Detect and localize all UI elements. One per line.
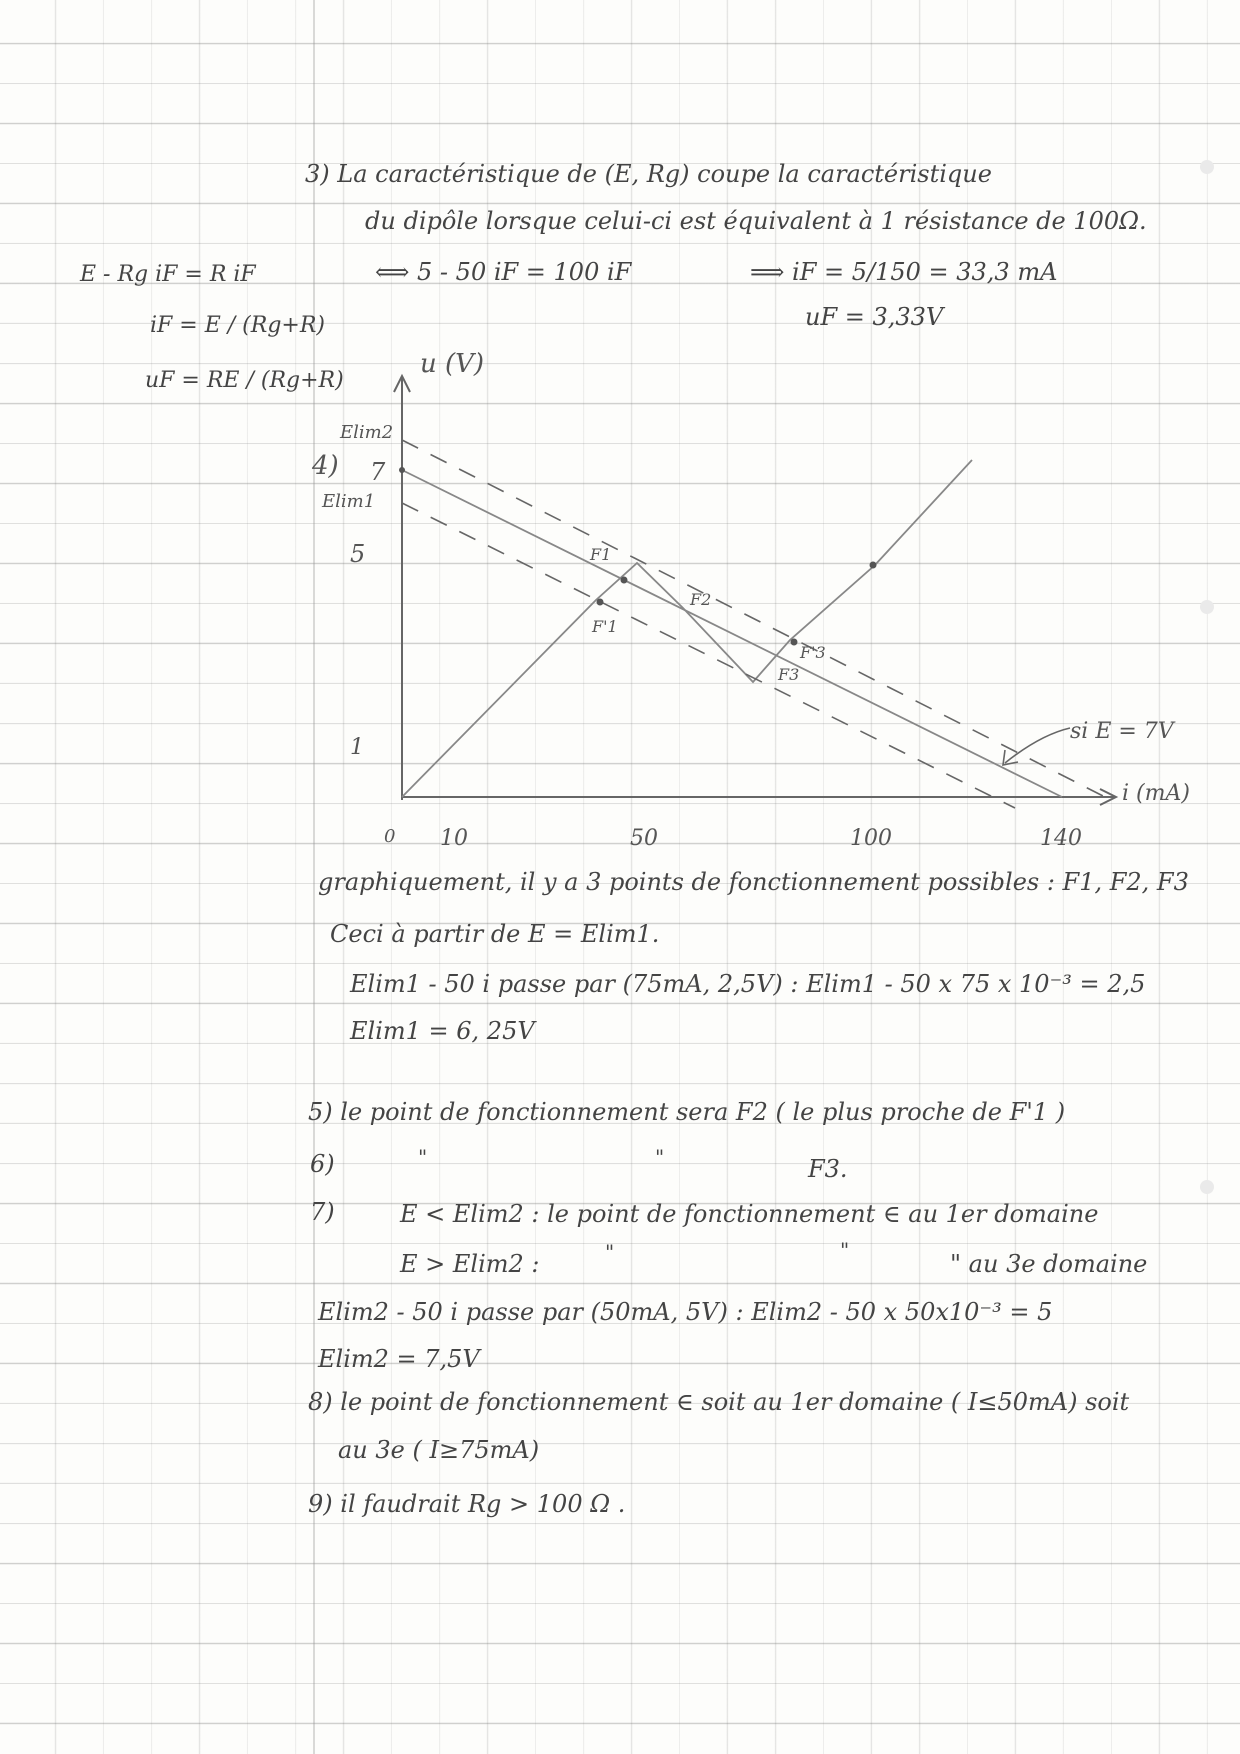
generator-line [402,470,1062,797]
point-f3p-dot [791,639,798,646]
section6-answer: F3. [808,1155,848,1183]
elim1-label: Elim1 [322,491,376,512]
section7-calc: Elim2 - 50 i passe par (50mA, 5V) : Elim2 - 50 x 50x10⁻³ = 5 [318,1298,1053,1326]
y-tick-7: 7 [370,458,386,486]
point-f1p-dot [597,599,604,606]
body-p2: Ceci à partir de E = Elim1. [330,920,660,948]
punch-hole [1200,1180,1214,1194]
ditto-mark: " [605,1240,615,1264]
point-f1-label: F1 [590,545,612,564]
point-f1-dot [621,577,628,584]
x-axis-label: i (mA) [1122,781,1190,806]
margin-note-2: iF = E / (Rg+R) [150,313,325,338]
elim2-label: Elim2 [340,422,394,443]
point-f3p-label: F'3 [800,643,826,662]
section3-line1: 3) La caractéristique de (E, Rg) coupe la caractéristique [305,160,992,188]
margin-note-3: uF = RE / (Rg+R) [145,368,344,393]
point-f2-label: F2 [690,590,712,609]
section3-if-result: ⟹ iF = 5/150 = 33,3 mA [750,258,1058,286]
section5: 5) le point de fonctionnement sera F2 ( le plus proche de F'1 ) [308,1098,1066,1126]
elim1-line [402,503,1015,808]
body-p4: Elim1 = 6, 25V [350,1017,535,1045]
section7-line1: E < Elim2 : le point de fonctionnement ∈ au 1er domaine [400,1200,1099,1228]
ditto-mark: " [840,1238,850,1262]
section8-line2: au 3e ( I≥75mA) [338,1436,540,1464]
section4-label: 4) [312,451,339,481]
note-e7: si E = 7V [1070,719,1174,744]
x-tick-140: 140 [1040,826,1082,851]
body-p3: Elim1 - 50 i passe par (75mA, 2,5V) : Elim1 - 50 x 75 x 10⁻³ = 2,5 [350,970,1146,998]
section3-line2: du dipôle lorsque celui-ci est équivalent à 1 résistance de 100Ω. [365,207,1147,235]
section7-line2-start: E > Elim2 : [400,1250,540,1278]
ditto-mark: " [655,1145,665,1169]
section7-result: Elim2 = 7,5V [318,1345,480,1373]
elim2-line [402,440,1105,797]
y-tick-5: 5 [350,540,366,568]
body-p1: graphiquement, il y a 3 points de fonctionnement possibles : F1, F2, F3 [318,868,1189,896]
origin-label: 0 [384,826,396,847]
section7-line2-end: " au 3e domaine [950,1250,1148,1278]
section3-uf-result: uF = 3,33V [805,303,944,331]
point-f1p-label: F'1 [592,617,618,636]
e7-arrow [1005,728,1070,763]
ditto-mark: " [418,1145,428,1169]
point-dot [399,467,405,473]
point-f3-label: F3 [778,665,800,684]
section8-line1: 8) le point de fonctionnement ∈ soit au 1er domaine ( I≤50mA) soit [308,1388,1130,1416]
section3-equation: ⟺ 5 - 50 iF = 100 iF [375,258,632,286]
x-tick-100: 100 [850,826,892,851]
y-tick-1: 1 [350,735,364,760]
point-dot [870,562,877,569]
section7-label: 7) [310,1198,335,1226]
section6-label: 6) [310,1150,335,1178]
x-tick-50: 50 [630,826,658,851]
margin-note-1: E - Rg iF = R iF [80,262,256,287]
dipole-characteristic [402,460,972,797]
section9: 9) il faudrait Rg > 100 Ω . [308,1490,626,1518]
x-tick-10: 10 [440,826,468,851]
y-axis-label: u (V) [420,349,485,379]
